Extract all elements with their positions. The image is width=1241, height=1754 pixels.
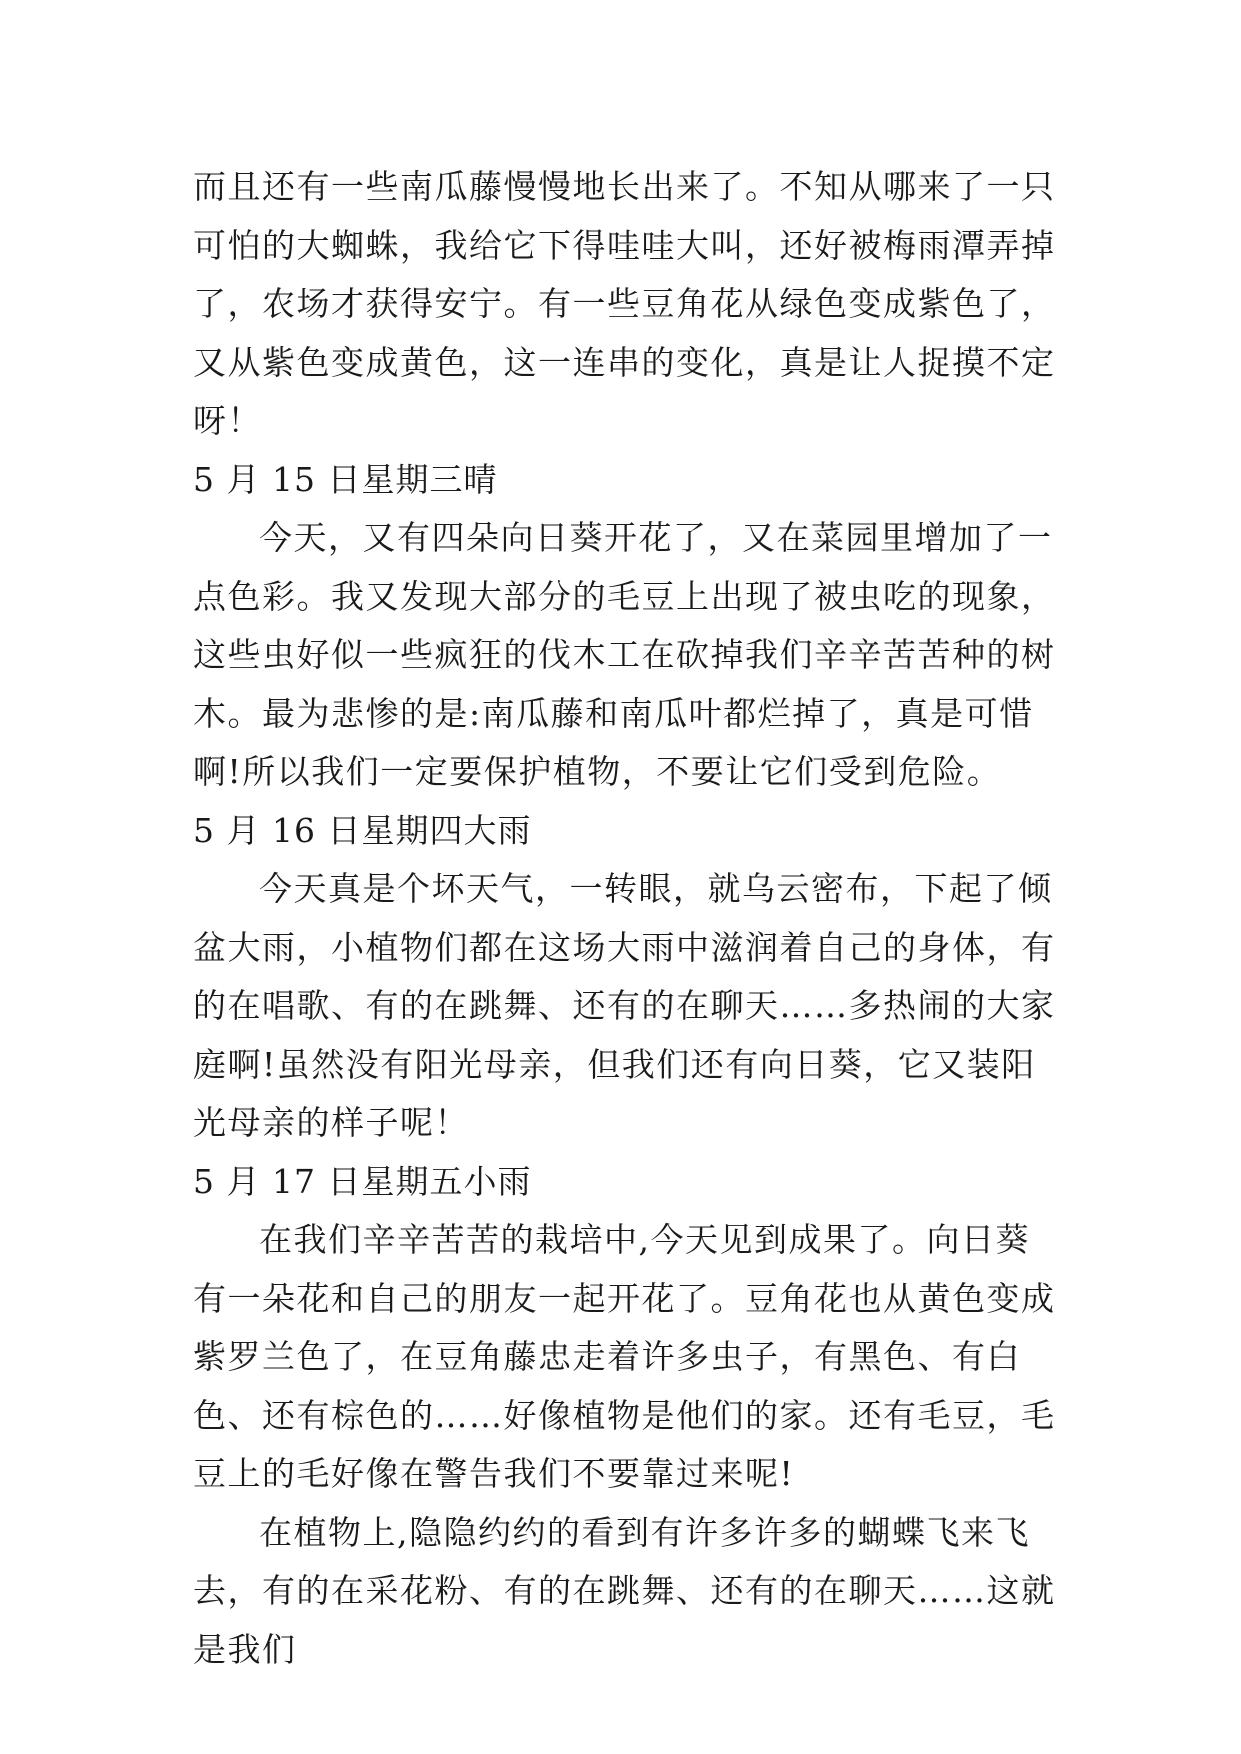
- diary-date-may-15: 5 月 15 日星期三晴: [193, 459, 498, 499]
- diary-date-may-17: 5 月 17 日星期五小雨: [193, 1161, 532, 1201]
- paragraph-may-16: 今天真是个坏天气，一转眼，就乌云密布，下起了倾盆大雨，小植物们都在这场大雨中滋润着自己的身体，有的在唱歌、有的在跳舞、还有的在聊天……多热闹的大家庭啊!虽然没有阳光母亲，但我们还有向日葵，它又装阳光母亲的样子呢！: [193, 869, 1056, 1142]
- paragraph-may-17: 在我们辛辛苦苦的栽培中,今天见到成果了。向日葵有一朵花和自己的朋友一起开花了。豆角花也从黄色变成紫罗兰色了，在豆角藤忠走着许多虫子，有黑色、有白色、还有棕色的……好像植物是他们的家。还有毛豆，毛豆上的毛好像在警告我们不要靠过来呢!: [193, 1220, 1056, 1493]
- diary-date-may-16: 5 月 16 日星期四大雨: [193, 810, 532, 850]
- paragraph-continuation: 而且还有一些南瓜藤慢慢地长出来了。不知从哪来了一只可怕的大蜘蛛，我给它下得哇哇大叫，还好被梅雨潭弄掉了，农场才获得安宁。有一些豆角花从绿色变成紫色了，又从紫色变成黄色，这一连串的变化，真是让人捉摸不定呀！: [193, 167, 1056, 440]
- document-body: [193, 158, 1063, 1679]
- paragraph-may-15: 今天，又有四朵向日葵开花了，又在菜园里增加了一点色彩。我又发现大部分的毛豆上出现了被虫吃的现象，这些虫好似一些疯狂的伐木工在砍掉我们辛辛苦苦种的树木。最为悲惨的是:南瓜藤和南瓜叶都烂掉了，真是可惜啊!所以我们一定要保护植物，不要让它们受到危险。: [193, 518, 1056, 791]
- paragraph-butterflies: 在植物上,隐隐约约的看到有许多许多的蝴蝶飞来飞去，有的在采花粉、有的在跳舞、还有的在聊天……这就是我们: [193, 1512, 1056, 1669]
